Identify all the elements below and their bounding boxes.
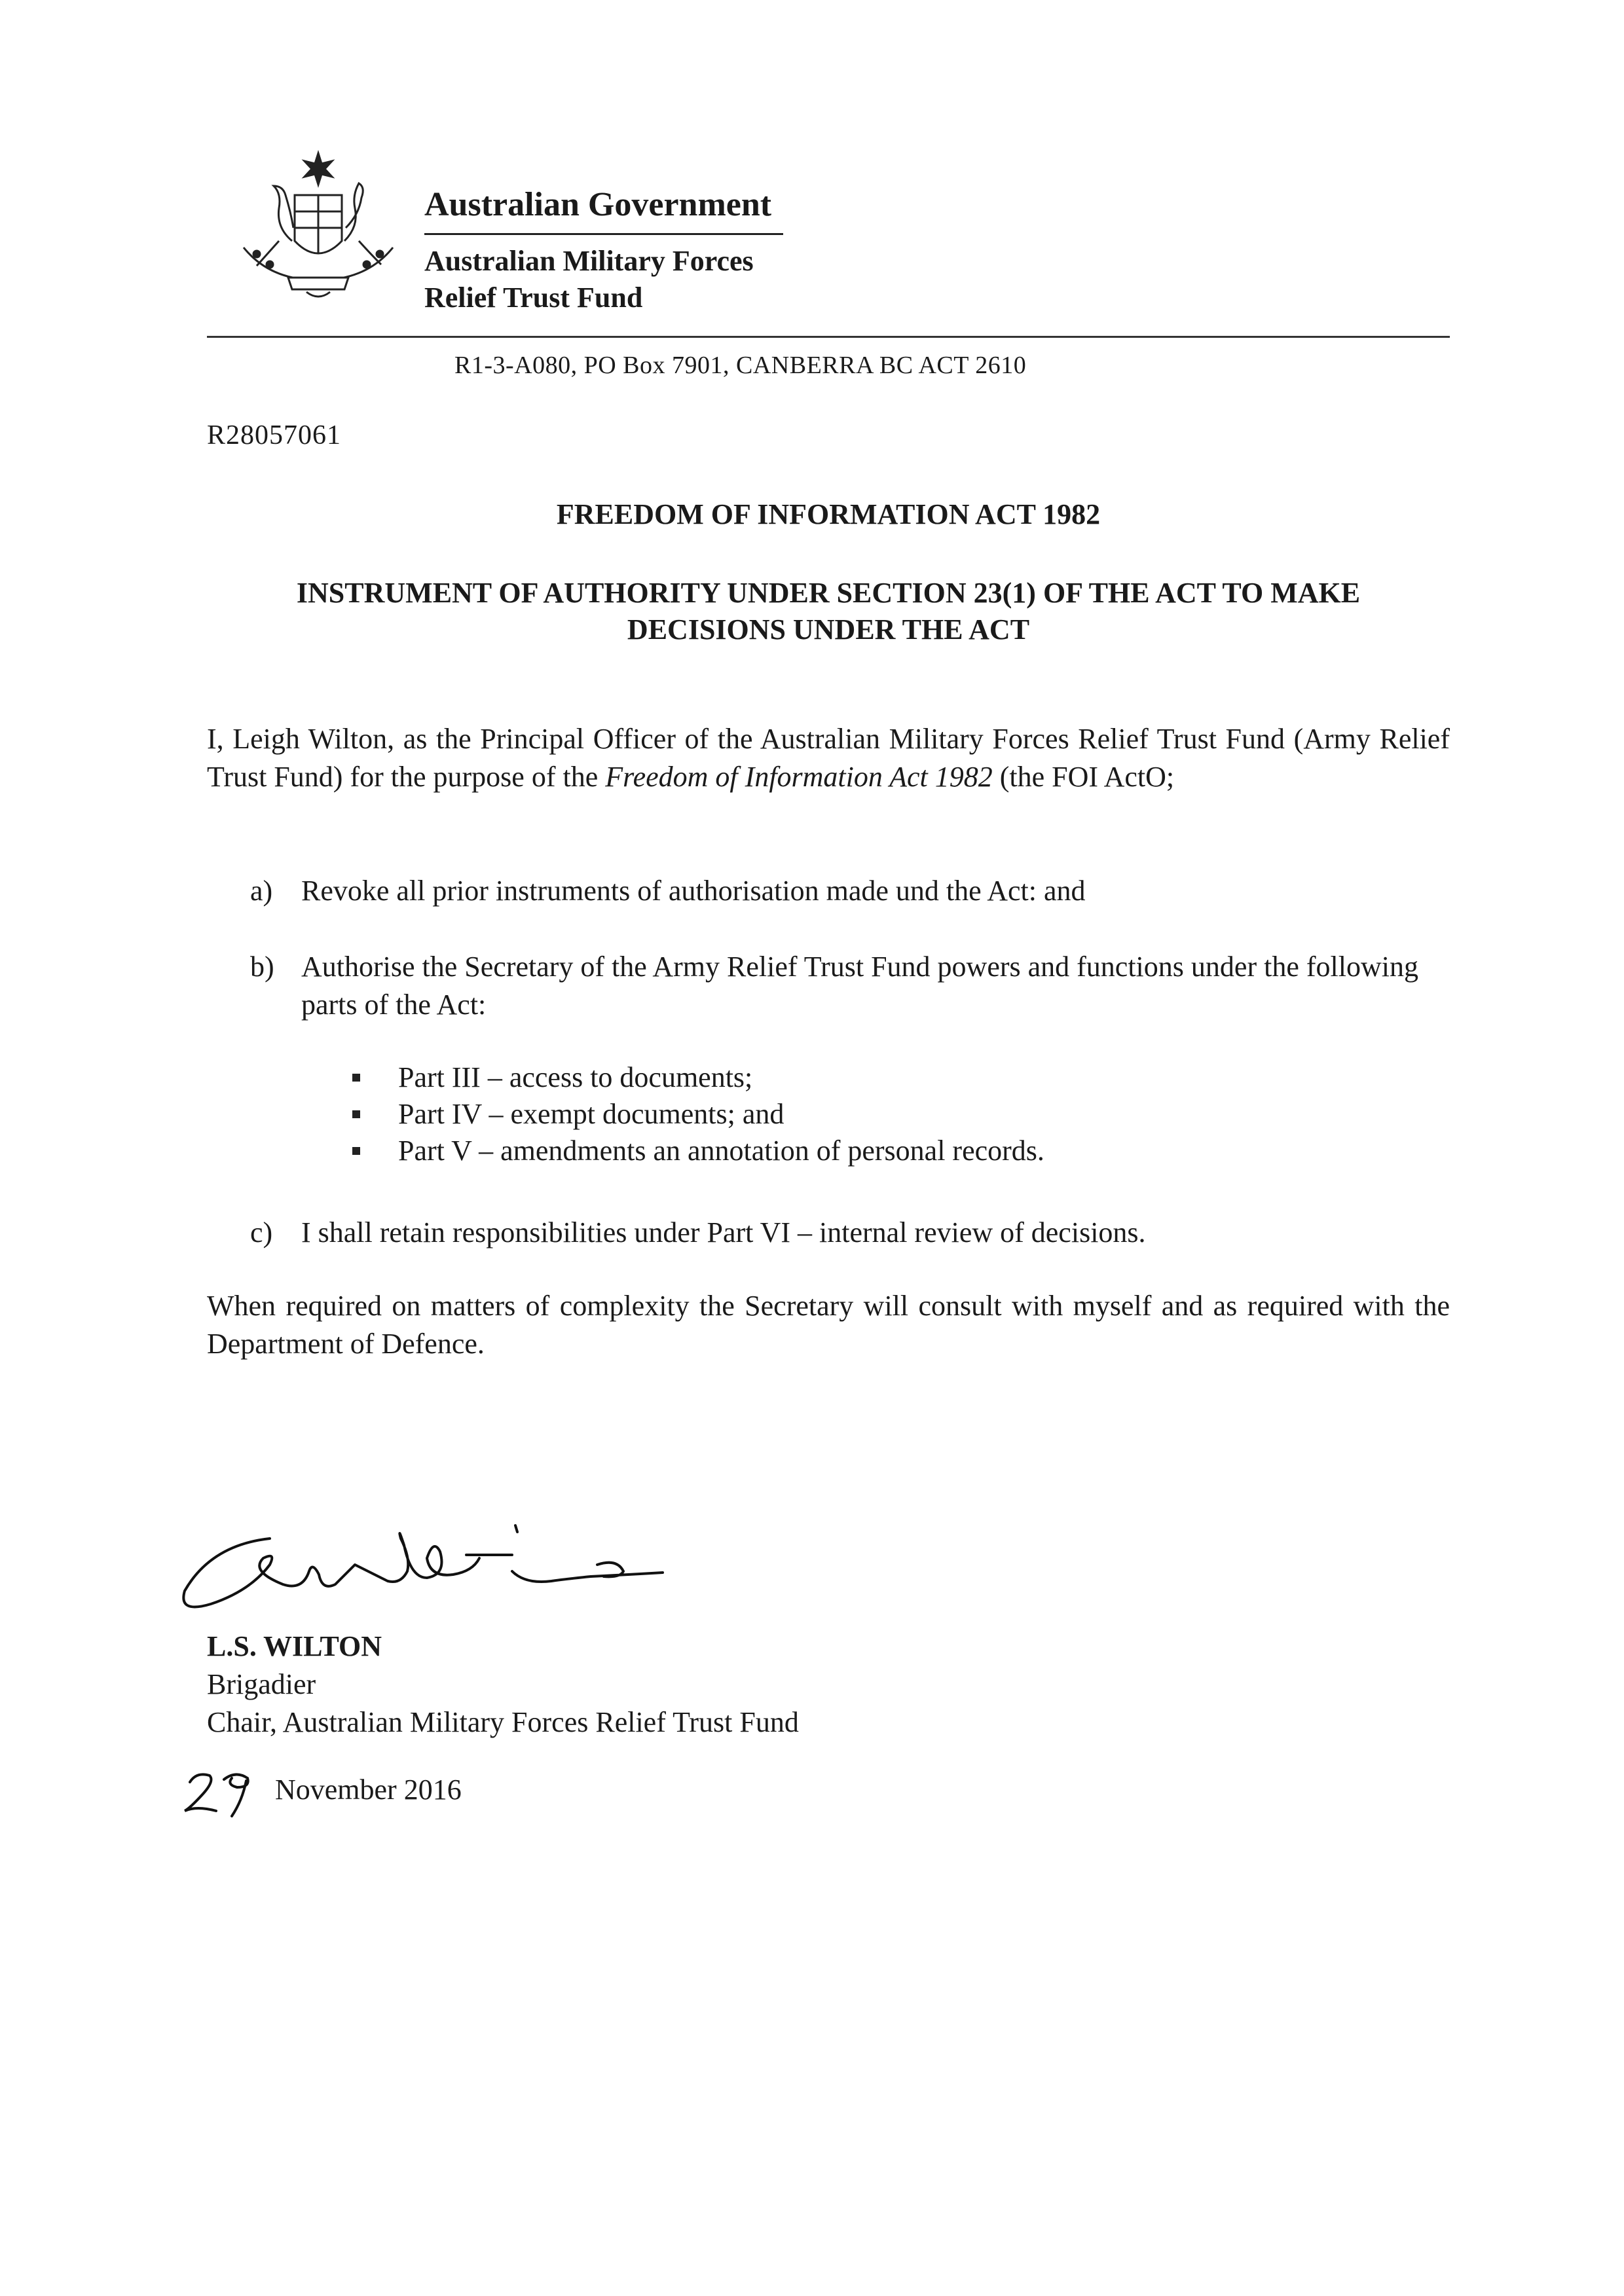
signatory-name: L.S. WILTON — [207, 1630, 382, 1662]
intro-text-end: (the FOI ActO; — [992, 761, 1175, 793]
signatory-rank: Brigadier — [207, 1668, 316, 1700]
intro-text: I, Leigh Wilton, as the Principal Officer of the Australian Military Forces Relief Trust Fund (Army Relief Trust Fund) for the purpose of the — [207, 723, 1450, 793]
organisation-header — [424, 185, 783, 316]
date-month-year: November 2016 — [275, 1774, 462, 1806]
department-name-line2: Relief Trust Fund — [424, 282, 643, 314]
intro-paragraph — [207, 720, 1450, 796]
reference-number: R28057061 — [207, 420, 342, 450]
list-item-text: I shall retain responsibilities under Part VI – internal review of decisions. — [301, 1216, 1146, 1248]
subtitle-line-1: INSTRUMENT OF AUTHORITY UNDER SECTION 23(1) OF THE ACT TO MAKE — [296, 577, 1361, 609]
list-item-text: Revoke all prior instruments of authorisation made und the Act: and — [301, 875, 1086, 907]
signature-block — [207, 1628, 799, 1741]
parts-list — [347, 1059, 1044, 1169]
subtitle-line-2: DECISIONS UNDER THE ACT — [627, 613, 1030, 646]
postal-address: R1-3-A080, PO Box 7901, CANBERRA BC ACT 2610 — [454, 352, 1027, 379]
document-title: FREEDOM OF INFORMATION ACT 1982 — [556, 498, 1101, 530]
department-name-line1: Australian Military Forces — [424, 245, 754, 277]
bullet-icon — [352, 1074, 360, 1082]
signatory-position: Chair, Australian Military Forces Relief Trust Fund — [207, 1706, 799, 1738]
list-item-text: Authorise the Secretary of the Army Relief Trust Fund powers and functions under the following parts of the Act: — [301, 951, 1418, 1021]
closing-paragraph: When required on matters of complexity the Secretary will consult with myself and as required with the Department of Defence. — [207, 1290, 1450, 1360]
bullet-text: Part III – access to documents; — [398, 1061, 753, 1093]
list-item — [347, 1133, 1044, 1169]
government-name: Australian Government — [424, 185, 783, 235]
list-marker: c) — [250, 1216, 273, 1248]
document-subtitle — [207, 575, 1450, 648]
bullet-icon — [352, 1110, 360, 1118]
bullet-text: Part V – amendments an annotation of personal records. — [398, 1135, 1044, 1167]
list-item — [347, 1096, 1044, 1133]
list-marker: b) — [250, 951, 274, 983]
list-item-a — [207, 872, 1450, 910]
coat-of-arms-icon — [231, 149, 406, 304]
bullet-icon — [352, 1147, 360, 1155]
list-item — [347, 1059, 1044, 1096]
list-marker: a) — [250, 875, 273, 907]
signature — [172, 1499, 682, 1624]
handwritten-day — [177, 1768, 262, 1820]
act-name: Freedom of Information Act 1982 — [605, 761, 993, 793]
bullet-text: Part IV – exempt documents; and — [398, 1098, 784, 1130]
header-rule — [207, 336, 1450, 338]
list-item-b — [207, 948, 1450, 1024]
list-item-c — [207, 1214, 1450, 1252]
